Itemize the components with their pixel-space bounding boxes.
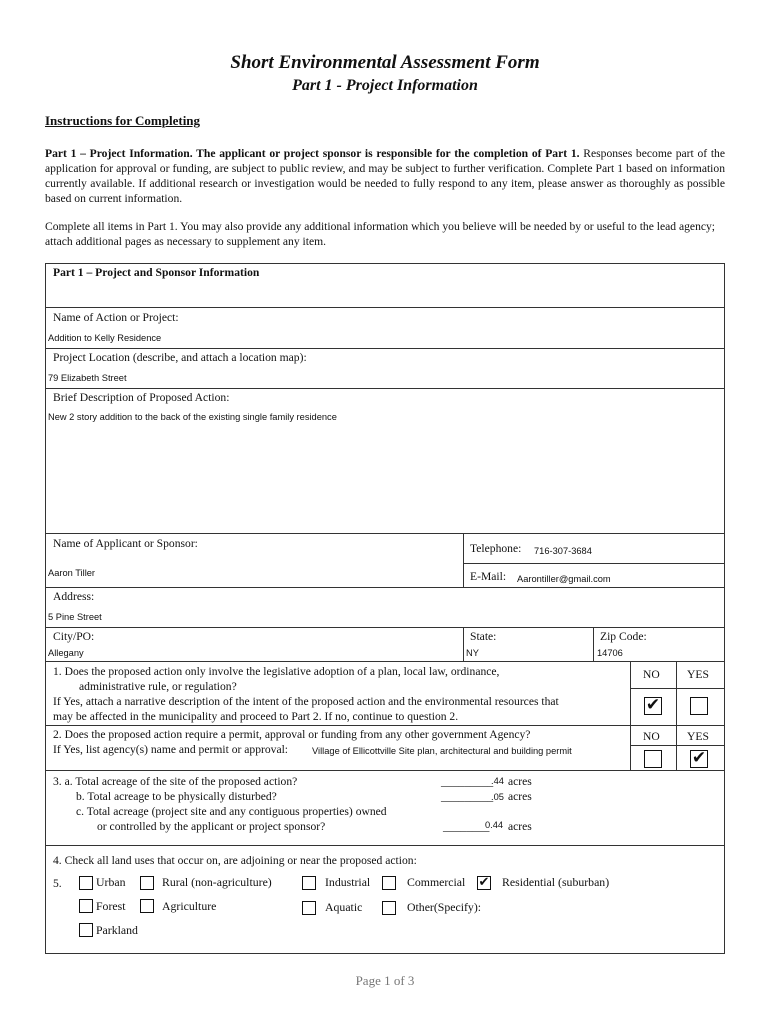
telephone-label: Telephone: xyxy=(470,542,522,555)
description-label: Brief Description of Proposed Action: xyxy=(53,391,230,404)
q1-text-line1: 1. Does the proposed action only involve the legislative adoption of a plan, local law, ordinance, xyxy=(53,665,500,678)
q5-number: 5. xyxy=(53,877,62,890)
q1-text-line4: may be affected in the municipality and proceed to Part 2. If no, continue to question 2. xyxy=(53,710,459,723)
name-of-action-value[interactable]: Addition to Kelly Residence xyxy=(48,333,162,343)
residential-checkbox[interactable]: ✔ xyxy=(478,875,490,890)
q3a-blank: _________ xyxy=(441,775,494,788)
address-label: Address: xyxy=(53,590,95,603)
q1-yes-checkbox[interactable] xyxy=(690,697,708,715)
industrial-checkbox[interactable] xyxy=(302,876,316,890)
q3a-text: 3. a. Total acreage of the site of the proposed action? xyxy=(53,775,298,788)
q1-text-line3: If Yes, attach a narrative description of the intent of the proposed action and the environmental resources that xyxy=(53,695,559,708)
aquatic-checkbox[interactable] xyxy=(302,901,316,915)
other-label: Other(Specify): xyxy=(407,900,482,914)
q3c-acres: acres xyxy=(508,820,532,833)
email-label: E-Mail: xyxy=(470,570,507,583)
instructions-paragraph-2: Complete all items in Part 1. You may also provide any additional information which you believe will be needed by or useful to the lead agency; attach additional pages as necessary to supplement any item. xyxy=(45,220,716,248)
commercial-checkbox[interactable] xyxy=(382,876,396,890)
applicant-value[interactable]: Aaron Tiller xyxy=(48,568,96,578)
q3a-value[interactable]: .44 xyxy=(491,776,504,786)
forest-label: Forest xyxy=(96,899,126,913)
section-title: Part 1 – Project and Sponsor Information xyxy=(53,266,260,279)
project-location-value[interactable]: 79 Elizabeth Street xyxy=(48,373,127,383)
q2-no-checkbox[interactable] xyxy=(644,750,662,768)
state-value[interactable]: NY xyxy=(466,648,479,658)
address-value[interactable]: 5 Pine Street xyxy=(48,612,102,622)
state-label: State: xyxy=(470,630,497,643)
agriculture-label: Agriculture xyxy=(162,899,217,913)
city-value[interactable]: Allegany xyxy=(48,648,84,658)
other-checkbox[interactable] xyxy=(382,901,396,915)
aquatic-label: Aquatic xyxy=(325,900,363,914)
q3c-text-line2: or controlled by the applicant or project sponsor? xyxy=(97,820,326,833)
name-of-action-label: Name of Action or Project: xyxy=(53,311,179,324)
q1-yes-label: YES xyxy=(687,668,709,681)
city-label: City/PO: xyxy=(53,630,95,643)
instructions-para1-rest: Responses become part of the application for approval or funding, are subject to public review, and may be subject to further verification. Complete Part 1 based on information currently available. If additional research or investigation would be needed to fully respond to any item, please answer as thoroughly as possible based on current information. xyxy=(45,147,725,205)
q2-yes-label: YES xyxy=(687,730,709,743)
applicant-label: Name of Applicant or Sponsor: xyxy=(53,537,198,550)
form-title: Short Environmental Assessment Form xyxy=(230,52,540,73)
zip-label: Zip Code: xyxy=(600,630,647,643)
q2-yes-checkbox[interactable]: ✔ xyxy=(691,748,707,768)
q3b-blank: _________ xyxy=(441,790,494,803)
q4-text: 4. Check all land uses that occur on, are adjoining or near the proposed action: xyxy=(53,854,417,867)
q3b-text: b. Total acreage to be physically disturbed? xyxy=(76,790,277,803)
project-location-label: Project Location (describe, and attach a location map): xyxy=(53,351,307,364)
page-number: Page 1 of 3 xyxy=(355,973,415,988)
telephone-value[interactable]: 716-307-3684 xyxy=(534,546,592,556)
q3c-blank: ________ xyxy=(443,820,490,833)
agriculture-checkbox[interactable] xyxy=(140,899,154,913)
industrial-label: Industrial xyxy=(325,875,371,889)
urban-checkbox[interactable] xyxy=(79,876,93,890)
instructions-paragraph-1 xyxy=(45,146,725,206)
forest-checkbox[interactable] xyxy=(79,899,93,913)
q3c-value[interactable]: 0.44 xyxy=(485,820,504,830)
q3b-value[interactable]: .05 xyxy=(491,792,504,802)
email-value[interactable]: Aarontiller@gmail.com xyxy=(517,574,611,584)
zip-value[interactable]: 14706 xyxy=(597,648,623,658)
rural-checkbox[interactable] xyxy=(140,876,154,890)
residential-label: Residential (suburban) xyxy=(502,875,610,889)
q3a-acres: acres xyxy=(508,775,532,788)
commercial-label: Commercial xyxy=(407,875,466,889)
q3b-acres: acres xyxy=(508,790,532,803)
instructions-heading: Instructions for Completing xyxy=(45,113,201,128)
q1-no-label: NO xyxy=(643,668,660,681)
q2-text-line1: 2. Does the proposed action require a permit, approval or funding from any other government Agency? xyxy=(53,728,531,741)
q2-text-line2: If Yes, list agency(s) name and permit or approval: xyxy=(53,743,289,756)
rural-label: Rural (non-agriculture) xyxy=(162,875,272,889)
q1-no-checkbox[interactable]: ✔ xyxy=(645,695,661,715)
parkland-checkbox[interactable] xyxy=(79,923,93,937)
parkland-label: Parkland xyxy=(96,923,138,937)
q3c-text-line1: c. Total acreage (project site and any contiguous properties) owned xyxy=(76,805,387,818)
form-subtitle: Part 1 - Project Information xyxy=(292,77,478,94)
q1-text-line2: administrative rule, or regulation? xyxy=(79,680,237,693)
q2-no-label: NO xyxy=(643,730,660,743)
urban-label: Urban xyxy=(96,875,126,889)
instructions-para1-bold: Part 1 – Project Information. The applicant or project sponsor is responsible for the completion of Part 1. xyxy=(45,147,580,160)
description-value[interactable]: New 2 story addition to the back of the existing single family residence xyxy=(48,412,337,422)
q2-agency-value[interactable]: Village of Ellicottville Site plan, architectural and building permit xyxy=(312,746,572,756)
form-table xyxy=(45,263,725,954)
